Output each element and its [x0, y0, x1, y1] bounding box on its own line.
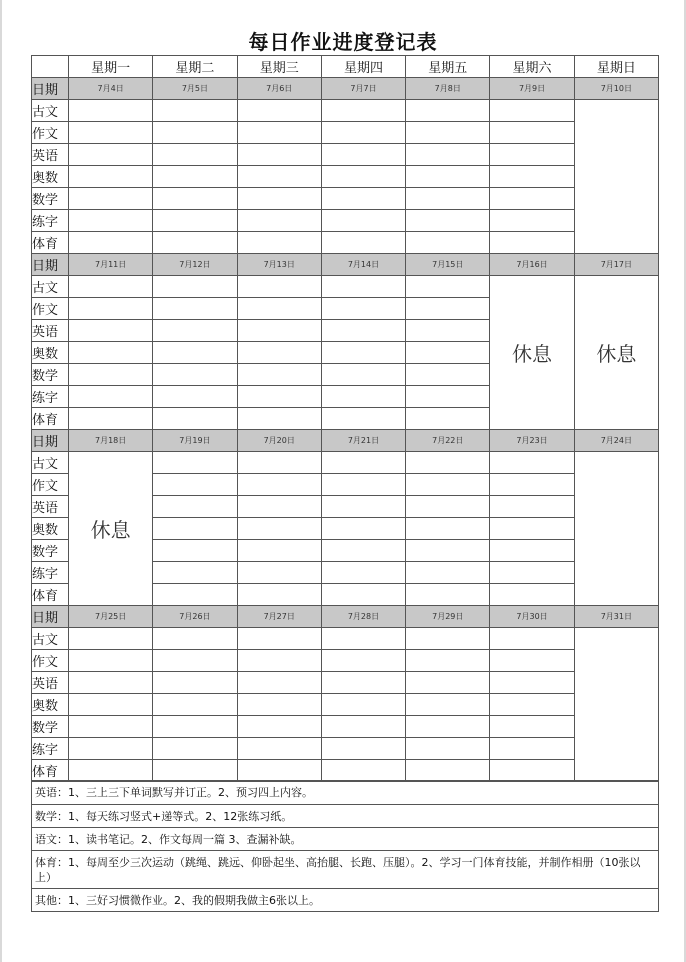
entry-cell[interactable]	[321, 518, 405, 540]
entry-cell[interactable]	[490, 166, 574, 188]
subject-row	[32, 672, 659, 694]
subject-label: 练字	[32, 210, 69, 232]
entry-cell[interactable]	[490, 518, 574, 540]
entry-cell[interactable]	[490, 760, 574, 782]
subject-row	[32, 188, 659, 210]
entry-cell[interactable]	[321, 628, 405, 650]
entry-cell[interactable]	[321, 760, 405, 782]
note-other: 其他：1、三好习惯微作业。2、我的假期我做主6张以上。	[32, 889, 659, 912]
subject-label: 数学	[32, 716, 69, 738]
note-english: 英语：1、三上三下单词默写并订正。2、预习四上内容。	[32, 781, 659, 805]
entry-cell[interactable]	[406, 364, 490, 386]
entry-cell[interactable]	[406, 342, 490, 364]
entry-cell[interactable]	[406, 320, 490, 342]
subject-label: 体育	[32, 232, 69, 254]
subject-row	[32, 628, 659, 650]
date-row	[32, 78, 659, 100]
entry-cell[interactable]	[406, 518, 490, 540]
entry-cell[interactable]	[237, 584, 321, 606]
entry-cell[interactable]	[237, 694, 321, 716]
entry-cell[interactable]	[153, 518, 237, 540]
entry-cell[interactable]	[321, 562, 405, 584]
note-chinese: 语文：1、读书笔记。2、作文每周一篇 3、查漏补缺。	[32, 828, 659, 851]
entry-cell[interactable]	[406, 452, 490, 474]
entry-cell[interactable]	[406, 540, 490, 562]
entry-cell[interactable]	[406, 628, 490, 650]
entry-cell[interactable]	[406, 496, 490, 518]
entry-cell[interactable]	[237, 650, 321, 672]
date-cell: 7月9日	[490, 78, 574, 100]
grid-body	[32, 56, 659, 782]
entry-cell[interactable]	[69, 760, 153, 782]
date-cell: 7月22日	[406, 430, 490, 452]
subject-label: 作文	[32, 298, 69, 320]
entry-cell[interactable]	[237, 210, 321, 232]
entry-cell[interactable]	[490, 540, 574, 562]
entry-cell[interactable]	[490, 210, 574, 232]
entry-cell[interactable]	[490, 672, 574, 694]
subject-row	[32, 166, 659, 188]
entry-cell[interactable]	[490, 496, 574, 518]
merged-empty-cell	[574, 628, 658, 782]
date-cell: 7月29日	[406, 606, 490, 628]
subject-label: 体育	[32, 408, 69, 430]
entry-cell[interactable]	[69, 320, 153, 342]
entry-cell[interactable]	[406, 408, 490, 430]
entry-cell[interactable]	[406, 650, 490, 672]
entry-cell[interactable]	[237, 144, 321, 166]
date-cell: 7月6日	[237, 78, 321, 100]
rest-cell: 休息	[490, 276, 574, 430]
entry-cell[interactable]	[153, 408, 237, 430]
rest-cell: 休息	[574, 276, 658, 430]
entry-cell[interactable]	[153, 232, 237, 254]
subject-row	[32, 100, 659, 122]
entry-cell[interactable]	[69, 694, 153, 716]
entry-cell[interactable]	[321, 210, 405, 232]
entry-cell[interactable]	[153, 540, 237, 562]
entry-cell[interactable]	[237, 232, 321, 254]
entry-cell[interactable]	[237, 628, 321, 650]
entry-cell[interactable]	[237, 188, 321, 210]
subject-row	[32, 276, 659, 298]
subject-label: 作文	[32, 650, 69, 672]
entry-cell[interactable]	[69, 342, 153, 364]
entry-cell[interactable]	[69, 188, 153, 210]
subject-label: 数学	[32, 540, 69, 562]
entry-cell[interactable]	[321, 408, 405, 430]
date-cell: 7月20日	[237, 430, 321, 452]
merged-empty-cell	[574, 100, 658, 254]
entry-cell[interactable]	[490, 650, 574, 672]
subject-label: 数学	[32, 188, 69, 210]
subject-row	[32, 650, 659, 672]
entry-cell[interactable]	[153, 320, 237, 342]
entry-cell[interactable]	[153, 760, 237, 782]
entry-cell[interactable]	[321, 694, 405, 716]
entry-cell[interactable]	[237, 716, 321, 738]
entry-cell[interactable]	[153, 738, 237, 760]
subject-label: 作文	[32, 122, 69, 144]
entry-cell[interactable]	[406, 386, 490, 408]
subject-label: 奥数	[32, 518, 69, 540]
date-cell: 7月31日	[574, 606, 658, 628]
entry-cell[interactable]	[237, 760, 321, 782]
date-cell: 7月4日	[69, 78, 153, 100]
entry-cell[interactable]	[321, 584, 405, 606]
date-cell: 7月15日	[406, 254, 490, 276]
entry-cell[interactable]	[406, 738, 490, 760]
entry-cell[interactable]	[406, 474, 490, 496]
entry-cell[interactable]	[406, 166, 490, 188]
date-cell: 7月28日	[321, 606, 405, 628]
date-cell: 7月21日	[321, 430, 405, 452]
date-cell: 7月12日	[153, 254, 237, 276]
entry-cell[interactable]	[69, 716, 153, 738]
subject-row	[32, 210, 659, 232]
entry-cell[interactable]	[321, 298, 405, 320]
subject-row	[32, 738, 659, 760]
entry-cell[interactable]	[490, 100, 574, 122]
subject-label: 古文	[32, 628, 69, 650]
entry-cell[interactable]	[153, 188, 237, 210]
entry-cell[interactable]	[153, 144, 237, 166]
entry-cell[interactable]	[69, 386, 153, 408]
entry-cell[interactable]	[406, 232, 490, 254]
date-cell: 7月5日	[153, 78, 237, 100]
entry-cell[interactable]	[237, 100, 321, 122]
entry-cell[interactable]	[153, 694, 237, 716]
entry-cell[interactable]	[153, 716, 237, 738]
entry-cell[interactable]	[237, 298, 321, 320]
entry-cell[interactable]	[406, 100, 490, 122]
date-cell: 7月14日	[321, 254, 405, 276]
subject-label: 奥数	[32, 694, 69, 716]
entry-cell[interactable]	[69, 232, 153, 254]
note-math: 数学：1、每天练习竖式+递等式。2、12张练习纸。	[32, 805, 659, 828]
entry-cell[interactable]	[321, 320, 405, 342]
entry-cell[interactable]	[321, 672, 405, 694]
entry-cell[interactable]	[406, 584, 490, 606]
entry-cell[interactable]	[490, 452, 574, 474]
entry-cell[interactable]	[69, 276, 153, 298]
entry-cell[interactable]	[153, 672, 237, 694]
entry-cell[interactable]	[237, 320, 321, 342]
entry-cell[interactable]	[406, 276, 490, 298]
entry-cell[interactable]	[406, 716, 490, 738]
entry-cell[interactable]	[69, 738, 153, 760]
entry-cell[interactable]	[237, 276, 321, 298]
date-cell: 7月10日	[574, 78, 658, 100]
entry-cell[interactable]	[153, 166, 237, 188]
entry-cell[interactable]	[321, 276, 405, 298]
entry-cell[interactable]	[490, 188, 574, 210]
entry-cell[interactable]	[153, 650, 237, 672]
entry-cell[interactable]	[321, 364, 405, 386]
date-row-label: 日期	[32, 254, 69, 276]
subject-row	[32, 760, 659, 782]
entry-cell[interactable]	[237, 364, 321, 386]
entry-cell[interactable]	[490, 562, 574, 584]
entry-cell[interactable]	[490, 144, 574, 166]
corner-cell	[32, 56, 69, 78]
entry-cell[interactable]	[237, 408, 321, 430]
date-cell: 7月8日	[406, 78, 490, 100]
entry-cell[interactable]	[69, 672, 153, 694]
entry-cell[interactable]	[321, 386, 405, 408]
subject-label: 数学	[32, 364, 69, 386]
entry-cell[interactable]	[237, 496, 321, 518]
entry-cell[interactable]	[153, 452, 237, 474]
subject-row	[32, 144, 659, 166]
entry-cell[interactable]	[490, 716, 574, 738]
subject-label: 英语	[32, 496, 69, 518]
subject-row	[32, 452, 659, 474]
entry-cell[interactable]	[69, 210, 153, 232]
entry-cell[interactable]	[321, 122, 405, 144]
subject-label: 古文	[32, 276, 69, 298]
entry-cell[interactable]	[490, 584, 574, 606]
entry-cell[interactable]	[321, 342, 405, 364]
date-cell: 7月11日	[69, 254, 153, 276]
date-cell: 7月13日	[237, 254, 321, 276]
homework-grid	[31, 55, 659, 782]
date-cell: 7月19日	[153, 430, 237, 452]
weekday-mon: 星期一	[69, 56, 153, 78]
entry-cell[interactable]	[153, 474, 237, 496]
entry-cell[interactable]	[237, 166, 321, 188]
subject-label: 英语	[32, 144, 69, 166]
date-cell: 7月7日	[321, 78, 405, 100]
notes-table	[31, 780, 659, 912]
entry-cell[interactable]	[153, 364, 237, 386]
weekday-thu: 星期四	[321, 56, 405, 78]
subject-label: 练字	[32, 386, 69, 408]
weekday-wed: 星期三	[237, 56, 321, 78]
entry-cell[interactable]	[490, 628, 574, 650]
entry-cell[interactable]	[69, 650, 153, 672]
entry-cell[interactable]	[153, 298, 237, 320]
date-row-label: 日期	[32, 606, 69, 628]
weekday-header-row	[32, 56, 659, 78]
entry-cell[interactable]	[237, 386, 321, 408]
entry-cell[interactable]	[321, 650, 405, 672]
entry-cell[interactable]	[69, 298, 153, 320]
entry-cell[interactable]	[153, 100, 237, 122]
entry-cell[interactable]	[237, 122, 321, 144]
entry-cell[interactable]	[490, 122, 574, 144]
entry-cell[interactable]	[69, 364, 153, 386]
date-cell: 7月26日	[153, 606, 237, 628]
entry-cell[interactable]	[406, 144, 490, 166]
entry-cell[interactable]	[237, 452, 321, 474]
date-row-label: 日期	[32, 78, 69, 100]
entry-cell[interactable]	[153, 210, 237, 232]
date-cell: 7月18日	[69, 430, 153, 452]
date-cell: 7月16日	[490, 254, 574, 276]
entry-cell[interactable]	[406, 694, 490, 716]
date-cell: 7月23日	[490, 430, 574, 452]
entry-cell[interactable]	[69, 144, 153, 166]
page-title: 每日作业进度登记表	[248, 30, 438, 54]
entry-cell[interactable]	[321, 188, 405, 210]
entry-cell[interactable]	[237, 562, 321, 584]
entry-cell[interactable]	[406, 188, 490, 210]
subject-label: 作文	[32, 474, 69, 496]
weekday-fri: 星期五	[406, 56, 490, 78]
subject-label: 体育	[32, 584, 69, 606]
entry-cell[interactable]	[490, 738, 574, 760]
entry-cell[interactable]	[153, 584, 237, 606]
entry-cell[interactable]	[153, 628, 237, 650]
entry-cell[interactable]	[69, 100, 153, 122]
subject-label: 奥数	[32, 166, 69, 188]
note-pe: 体育：1、每周至少三次运动（跳绳、跳远、仰卧起坐、高抬腿、长跑、压腿）。2、学习一门体育技能，并制作相册（10张以上）	[32, 851, 659, 889]
entry-cell[interactable]	[406, 760, 490, 782]
entry-cell[interactable]	[321, 474, 405, 496]
date-cell: 7月27日	[237, 606, 321, 628]
entry-cell[interactable]	[490, 694, 574, 716]
date-cell: 7月17日	[574, 254, 658, 276]
date-row	[32, 430, 659, 452]
subject-label: 练字	[32, 738, 69, 760]
entry-cell[interactable]	[406, 562, 490, 584]
subject-row	[32, 694, 659, 716]
entry-cell[interactable]	[406, 672, 490, 694]
date-row-label: 日期	[32, 430, 69, 452]
entry-cell[interactable]	[153, 562, 237, 584]
subject-row	[32, 716, 659, 738]
entry-cell[interactable]	[406, 122, 490, 144]
page-left-edge	[0, 0, 2, 962]
entry-cell[interactable]	[321, 100, 405, 122]
date-cell: 7月30日	[490, 606, 574, 628]
subject-label: 古文	[32, 452, 69, 474]
subject-label: 英语	[32, 672, 69, 694]
entry-cell[interactable]	[153, 386, 237, 408]
weekday-sun: 星期日	[574, 56, 658, 78]
entry-cell[interactable]	[321, 452, 405, 474]
entry-cell[interactable]	[237, 672, 321, 694]
entry-cell[interactable]	[69, 166, 153, 188]
entry-cell[interactable]	[490, 474, 574, 496]
entry-cell[interactable]	[153, 276, 237, 298]
entry-cell[interactable]	[321, 496, 405, 518]
entry-cell[interactable]	[237, 540, 321, 562]
subject-label: 练字	[32, 562, 69, 584]
entry-cell[interactable]	[321, 232, 405, 254]
weekday-tue: 星期二	[153, 56, 237, 78]
entry-cell[interactable]	[490, 232, 574, 254]
date-row	[32, 606, 659, 628]
entry-cell[interactable]	[237, 342, 321, 364]
rest-cell: 休息	[69, 452, 153, 606]
entry-cell[interactable]	[69, 408, 153, 430]
entry-cell[interactable]	[153, 342, 237, 364]
entry-cell[interactable]	[153, 496, 237, 518]
subject-label: 体育	[32, 760, 69, 782]
subject-label: 奥数	[32, 342, 69, 364]
entry-cell[interactable]	[406, 298, 490, 320]
entry-cell[interactable]	[69, 122, 153, 144]
subject-label: 古文	[32, 100, 69, 122]
entry-cell[interactable]	[321, 716, 405, 738]
date-cell: 7月24日	[574, 430, 658, 452]
entry-cell[interactable]	[406, 210, 490, 232]
date-cell: 7月25日	[69, 606, 153, 628]
entry-cell[interactable]	[321, 738, 405, 760]
entry-cell[interactable]	[69, 628, 153, 650]
entry-cell[interactable]	[321, 144, 405, 166]
entry-cell[interactable]	[237, 474, 321, 496]
entry-cell[interactable]	[321, 540, 405, 562]
entry-cell[interactable]	[321, 166, 405, 188]
merged-empty-cell	[574, 452, 658, 606]
entry-cell[interactable]	[153, 122, 237, 144]
weekday-sat: 星期六	[490, 56, 574, 78]
date-row	[32, 254, 659, 276]
subject-row	[32, 232, 659, 254]
subject-label: 英语	[32, 320, 69, 342]
subject-row	[32, 122, 659, 144]
entry-cell[interactable]	[237, 518, 321, 540]
entry-cell[interactable]	[237, 738, 321, 760]
